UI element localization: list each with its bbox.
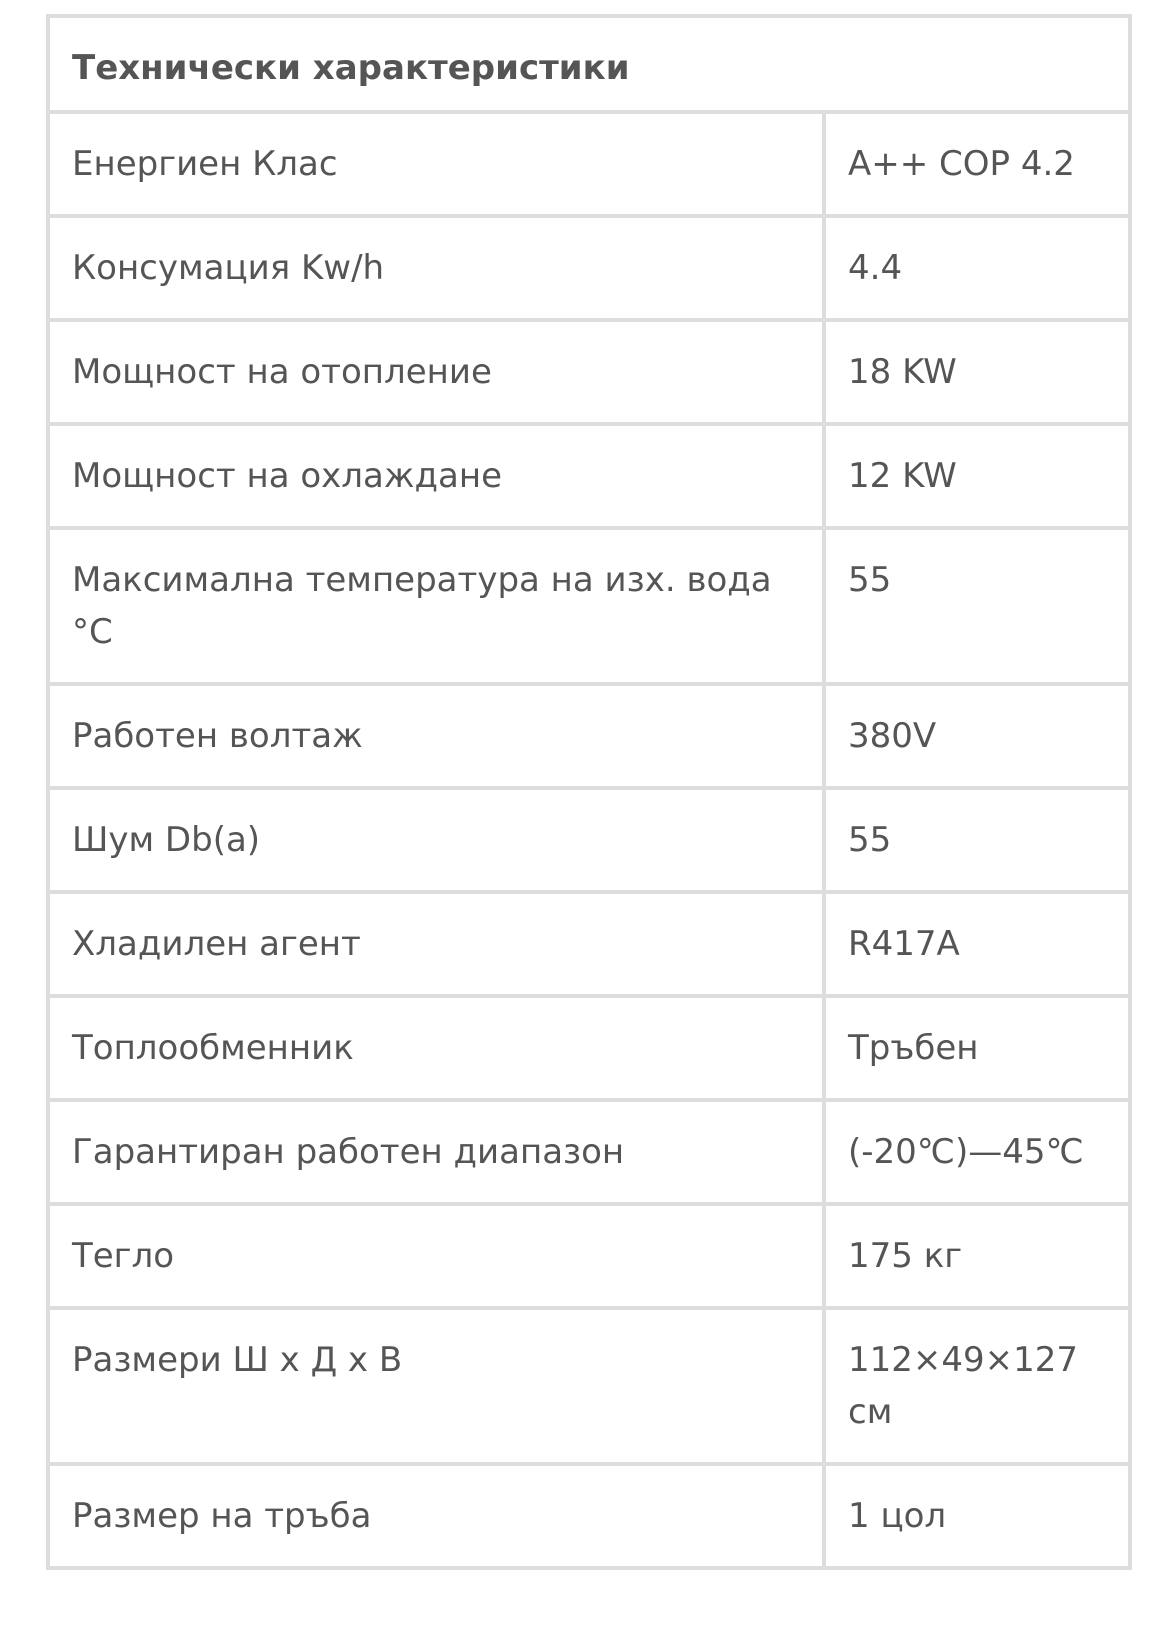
table-row — [48, 528, 1130, 684]
spec-label: Тегло — [48, 1204, 824, 1308]
table-row — [48, 320, 1130, 424]
spec-value: 55 — [824, 528, 1130, 684]
spec-label: Хладилен агент — [48, 892, 824, 996]
table-row — [48, 1204, 1130, 1308]
spec-value: R417A — [824, 892, 1130, 996]
table-row — [48, 112, 1130, 216]
spec-label: Мощност на отопление — [48, 320, 824, 424]
spec-value: 12 KW — [824, 424, 1130, 528]
table-title: Технически характеристики — [48, 16, 1130, 112]
table-row — [48, 684, 1130, 788]
spec-value: Тръбен — [824, 996, 1130, 1100]
spec-label: Шум Db(a) — [48, 788, 824, 892]
table-row — [48, 1100, 1130, 1204]
spec-value: 18 KW — [824, 320, 1130, 424]
table-row — [48, 996, 1130, 1100]
spec-value: (-20℃)—45℃ — [824, 1100, 1130, 1204]
spec-value: 112×49×127 см — [824, 1308, 1130, 1464]
table-row — [48, 892, 1130, 996]
spec-label: Топлообменник — [48, 996, 824, 1100]
spec-label: Енергиен Клас — [48, 112, 824, 216]
spec-value: A++ COP 4.2 — [824, 112, 1130, 216]
spec-label: Размер на тръба — [48, 1464, 824, 1568]
spec-value: 55 — [824, 788, 1130, 892]
spec-value: 4.4 — [824, 216, 1130, 320]
table-row — [48, 788, 1130, 892]
spec-value: 1 цол — [824, 1464, 1130, 1568]
table-row — [48, 1464, 1130, 1568]
spec-label: Консумация Kw/h — [48, 216, 824, 320]
spec-label: Размери Ш х Д х В — [48, 1308, 824, 1464]
technical-specs-table — [46, 14, 1132, 1570]
spec-label: Мощност на охлаждане — [48, 424, 824, 528]
table-row — [48, 1308, 1130, 1464]
table-header-row — [48, 16, 1130, 112]
spec-label: Максимална температура на изх. вода °C — [48, 528, 824, 684]
spec-label: Гарантиран работен диапазон — [48, 1100, 824, 1204]
table-row — [48, 216, 1130, 320]
spec-value: 175 кг — [824, 1204, 1130, 1308]
spec-value: 380V — [824, 684, 1130, 788]
table-row — [48, 424, 1130, 528]
spec-label: Работен волтаж — [48, 684, 824, 788]
